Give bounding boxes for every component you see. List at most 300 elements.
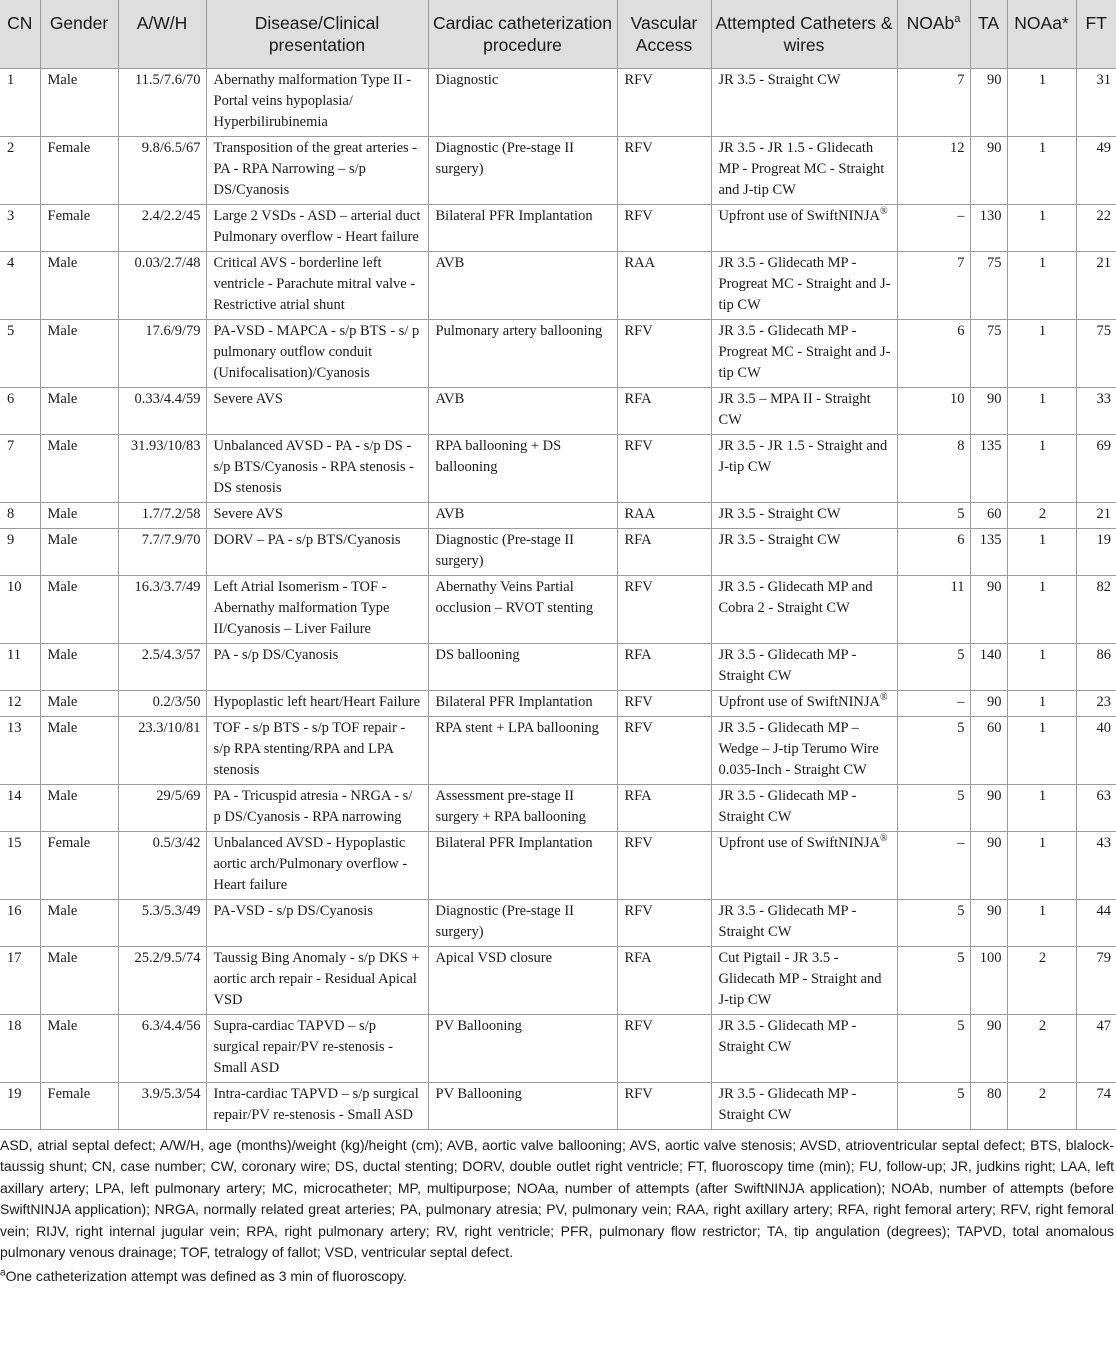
cell-awh (118, 68, 206, 136)
cell-access-text: RFV (624, 322, 653, 339)
cell-cn (0, 136, 40, 204)
cell-noaa (1007, 204, 1076, 251)
cell-cn-text: 10 (7, 578, 22, 595)
cell-disease (206, 1014, 428, 1082)
cell-procedure-text: RPA stent + LPA ballooning (435, 719, 599, 736)
cell-access-text: RAA (624, 254, 656, 271)
cell-gender-text: Male (47, 71, 78, 88)
cell-ft-text: 63 (1096, 787, 1111, 804)
cell-noab-text: 5 (957, 787, 965, 804)
cell-catheters (711, 136, 897, 204)
cell-catheters-text: Upfront use of SwiftNINJA (718, 693, 880, 710)
header-procedure: Cardiac catheterization procedure (428, 0, 617, 68)
registered-mark: ® (880, 832, 888, 844)
cell-cn (0, 387, 40, 434)
cell-disease-text: Left Atrial Isomerism - TOF - Abernathy malformation Type II/Cyanosis – Liver Failure (213, 578, 390, 637)
cell-noaa (1007, 136, 1076, 204)
cell-ta (970, 136, 1007, 204)
cell-catheters (711, 575, 897, 643)
cell-disease-text: PA - s/p DS/Cyanosis (213, 646, 339, 663)
cell-access (617, 387, 711, 434)
cell-cn (0, 831, 40, 899)
cell-cn-text: 12 (7, 693, 22, 710)
cell-gender (40, 643, 118, 690)
cell-ta-text: 75 (987, 322, 1002, 339)
cell-ft-text: 74 (1096, 1085, 1111, 1102)
header-cn: CN (0, 0, 40, 68)
cell-gender (40, 204, 118, 251)
cell-gender (40, 68, 118, 136)
cell-disease (206, 716, 428, 784)
cell-ta-text: 140 (979, 646, 1002, 663)
cell-ft-text: 19 (1096, 531, 1111, 548)
table-row (0, 716, 1116, 784)
cell-ft-text: 31 (1096, 71, 1111, 88)
cell-procedure-text: AVB (435, 254, 465, 271)
cell-access (617, 434, 711, 502)
header-noab-label: NOAb (906, 13, 955, 33)
cell-gender (40, 1014, 118, 1082)
cell-disease (206, 575, 428, 643)
cell-procedure (428, 204, 617, 251)
cell-catheters-text: JR 3.5 - Straight CW (718, 505, 841, 522)
cell-noaa-text: 1 (1038, 693, 1047, 710)
cell-access-text: RAA (624, 505, 656, 522)
cell-ta-text: 90 (987, 578, 1002, 595)
cell-ta (970, 575, 1007, 643)
cell-gender (40, 528, 118, 575)
cell-ft (1076, 251, 1116, 319)
cell-access (617, 204, 711, 251)
cell-noaa (1007, 251, 1076, 319)
cell-noab (897, 528, 970, 575)
cell-awh (118, 434, 206, 502)
cell-ft (1076, 643, 1116, 690)
cell-awh (118, 784, 206, 831)
cell-procedure-text: Diagnostic (435, 71, 499, 88)
cell-access (617, 784, 711, 831)
cell-noab-text: 11 (950, 578, 965, 595)
cell-catheters (711, 502, 897, 528)
cell-catheters-text: JR 3.5 - JR 1.5 - Glidecath MP - Progreat MC - Straight and J-tip CW (718, 139, 885, 198)
cell-catheters (711, 831, 897, 899)
cell-ft (1076, 387, 1116, 434)
registered-mark: ® (880, 205, 888, 217)
cell-procedure-text: DS ballooning (435, 646, 520, 663)
cell-cn-text: 9 (7, 531, 15, 548)
cell-ta (970, 1082, 1007, 1129)
cell-procedure-text: Diagnostic (Pre-stage II surgery) (435, 531, 575, 569)
cell-disease (206, 136, 428, 204)
cell-ta (970, 204, 1007, 251)
cell-access-text: RFV (624, 834, 653, 851)
cell-disease-text: DORV – PA - s/p BTS/Cyanosis (213, 531, 401, 548)
cell-cn (0, 784, 40, 831)
cell-ft-text: 23 (1096, 693, 1111, 710)
cell-catheters (711, 1014, 897, 1082)
cell-noaa-text: 2 (1038, 1085, 1047, 1102)
cell-gender-text: Male (47, 646, 78, 663)
cell-ft-text: 40 (1096, 719, 1111, 736)
cell-cn-text: 19 (7, 1085, 22, 1102)
cell-ta (970, 716, 1007, 784)
cell-ft (1076, 434, 1116, 502)
cell-ft-text: 33 (1096, 390, 1111, 407)
cell-gender-text: Male (47, 254, 78, 271)
cell-access-text: RFV (624, 902, 653, 919)
table-row (0, 251, 1116, 319)
cell-ta-text: 90 (987, 834, 1002, 851)
cell-catheters-text: JR 3.5 - JR 1.5 - Straight and J-tip CW (718, 437, 888, 475)
cell-access (617, 1014, 711, 1082)
table-row (0, 575, 1116, 643)
cell-gender-text: Male (47, 719, 78, 736)
cell-awh (118, 136, 206, 204)
cell-ft-text: 44 (1096, 902, 1111, 919)
cell-ft-text: 49 (1096, 139, 1111, 156)
cell-procedure-text: Diagnostic (Pre-stage II surgery) (435, 902, 575, 940)
table-row (0, 946, 1116, 1014)
cell-access (617, 136, 711, 204)
cell-awh (118, 528, 206, 575)
cell-awh-text: 0.33/4.4/59 (134, 390, 201, 407)
cell-procedure (428, 643, 617, 690)
cell-catheters-text: JR 3.5 - Glidecath MP - Straight CW (718, 646, 857, 684)
cell-noab (897, 1082, 970, 1129)
cell-noab-text: 5 (957, 902, 965, 919)
cell-noaa-text: 1 (1038, 322, 1047, 339)
cell-catheters-text: JR 3.5 - Glidecath MP - Progreat MC - Straight and J-tip CW (718, 254, 891, 313)
cell-procedure (428, 528, 617, 575)
cell-ft (1076, 502, 1116, 528)
cell-procedure (428, 387, 617, 434)
footnote-text: One catheterization attempt was defined as 3 min of fluoroscopy. (5, 1267, 407, 1284)
cell-awh-text: 2.4/2.2/45 (141, 207, 201, 224)
cell-noaa (1007, 1082, 1076, 1129)
cell-awh-text: 17.6/9/79 (145, 322, 201, 339)
table-row (0, 831, 1116, 899)
cell-procedure (428, 319, 617, 387)
cell-gender-text: Male (47, 531, 78, 548)
cell-cn-text: 15 (7, 834, 22, 851)
cell-awh-text: 7.7/7.9/70 (141, 531, 201, 548)
cell-noab (897, 946, 970, 1014)
cell-noab (897, 502, 970, 528)
cell-noab-text: 8 (957, 437, 965, 454)
cell-cn (0, 68, 40, 136)
table-row (0, 387, 1116, 434)
cell-cn (0, 251, 40, 319)
cell-catheters (711, 690, 897, 716)
cell-ft-text: 43 (1096, 834, 1111, 851)
cell-catheters-text: JR 3.5 - Straight CW (718, 71, 841, 88)
cell-gender (40, 899, 118, 946)
cell-access (617, 251, 711, 319)
cell-access (617, 643, 711, 690)
cell-access (617, 528, 711, 575)
cell-ta (970, 528, 1007, 575)
table-row (0, 899, 1116, 946)
cell-ft-text: 47 (1096, 1017, 1111, 1034)
cell-noaa (1007, 643, 1076, 690)
cell-awh (118, 831, 206, 899)
cell-ft (1076, 575, 1116, 643)
cell-access (617, 502, 711, 528)
cell-disease (206, 319, 428, 387)
cell-access (617, 319, 711, 387)
cell-noab (897, 716, 970, 784)
cell-noaa (1007, 784, 1076, 831)
header-row (0, 0, 1116, 68)
cell-noaa (1007, 502, 1076, 528)
cell-disease (206, 946, 428, 1014)
cell-noab-text: 10 (950, 390, 965, 407)
cell-catheters (711, 643, 897, 690)
cell-disease-text: PA-VSD - MAPCA - s/p BTS - s/ p pulmonary outflow conduit (Unifocalisation)/Cyanosis (213, 322, 420, 381)
table-row (0, 319, 1116, 387)
cell-ta-text: 90 (987, 693, 1002, 710)
cell-ft-text: 75 (1096, 322, 1111, 339)
cell-gender (40, 387, 118, 434)
cell-access-text: RFA (624, 646, 652, 663)
cell-gender (40, 716, 118, 784)
cell-gender-text: Male (47, 902, 78, 919)
cell-ft-text: 79 (1096, 949, 1111, 966)
cell-noab-text: 12 (950, 139, 965, 156)
cell-cn (0, 946, 40, 1014)
cell-noab-text: – (957, 834, 965, 851)
cell-disease (206, 528, 428, 575)
cell-catheters-text: Upfront use of SwiftNINJA (718, 834, 880, 851)
cell-access-text: RFV (624, 1017, 653, 1034)
cell-noaa-text: 1 (1038, 787, 1047, 804)
cell-awh-text: 29/5/69 (156, 787, 201, 804)
cell-noab (897, 319, 970, 387)
cell-ft (1076, 204, 1116, 251)
cell-awh (118, 204, 206, 251)
cell-access-text: RFV (624, 207, 653, 224)
cell-gender (40, 690, 118, 716)
cell-disease-text: Critical AVS - borderline left ventricle - Parachute mitral valve - Restrictive atrial shunt (213, 254, 416, 313)
cell-awh-text: 1.7/7.2/58 (141, 505, 201, 522)
cell-procedure-text: Diagnostic (Pre-stage II surgery) (435, 139, 575, 177)
cell-gender-text: Male (47, 437, 78, 454)
table-row (0, 1014, 1116, 1082)
cell-awh-text: 0.03/2.7/48 (134, 254, 201, 271)
cell-procedure-text: Pulmonary artery ballooning (435, 322, 603, 339)
cell-ft (1076, 1082, 1116, 1129)
cell-catheters-text: JR 3.5 – MPA II - Straight CW (718, 390, 871, 428)
cell-noaa-text: 1 (1038, 207, 1047, 224)
cell-ta-text: 90 (987, 390, 1002, 407)
cell-disease-text: Unbalanced AVSD - Hypoplastic aortic arch/Pulmonary overflow - Heart failure (213, 834, 408, 893)
cell-disease-text: PA - Tricuspid atresia - NRGA - s/ p DS/Cyanosis - RPA narrowing (213, 787, 413, 825)
cell-disease-text: PA-VSD - s/p DS/Cyanosis (213, 902, 373, 919)
cell-ta (970, 1014, 1007, 1082)
cell-disease-text: Large 2 VSDs - ASD – arterial duct Pulmonary overflow - Heart failure (213, 207, 421, 245)
cell-noab (897, 575, 970, 643)
cell-ft-text: 21 (1096, 254, 1111, 271)
cell-disease-text: TOF - s/p BTS - s/p TOF repair - s/p RPA stenting/RPA and LPA stenosis (213, 719, 406, 778)
cell-catheters (711, 946, 897, 1014)
cell-ta-text: 60 (987, 719, 1002, 736)
cell-procedure (428, 1082, 617, 1129)
cell-noab-text: 5 (957, 646, 965, 663)
cell-cn (0, 1082, 40, 1129)
cell-noaa-text: 2 (1038, 949, 1047, 966)
cell-awh (118, 946, 206, 1014)
cell-catheters (711, 1082, 897, 1129)
cell-ta (970, 899, 1007, 946)
cell-access (617, 68, 711, 136)
header-ta: TA (970, 0, 1007, 68)
cell-catheters-text: JR 3.5 - Glidecath MP - Straight CW (718, 902, 857, 940)
cell-awh-text: 9.8/6.5/67 (141, 139, 201, 156)
cell-disease-text: Transposition of the great arteries - PA - RPA Narrowing – s/p DS/Cyanosis (213, 139, 418, 198)
cell-procedure-text: AVB (435, 390, 465, 407)
cell-disease (206, 502, 428, 528)
cell-gender (40, 1082, 118, 1129)
cell-gender (40, 251, 118, 319)
table-row (0, 68, 1116, 136)
cell-gender-text: Male (47, 949, 78, 966)
header-access: Vascular Access (617, 0, 711, 68)
cell-disease (206, 1082, 428, 1129)
cell-noab (897, 136, 970, 204)
cell-awh (118, 716, 206, 784)
cell-noab (897, 784, 970, 831)
cell-ta (970, 831, 1007, 899)
cell-cn-text: 6 (7, 390, 15, 407)
cell-cn-text: 2 (7, 139, 15, 156)
cell-noab-text: 5 (957, 1085, 965, 1102)
cell-awh-text: 31.93/10/83 (130, 437, 201, 454)
cell-disease-text: Intra-cardiac TAPVD – s/p surgical repair/PV re-stenosis - Small ASD (213, 1085, 419, 1123)
cell-noaa-text: 1 (1038, 531, 1047, 548)
cell-gender (40, 831, 118, 899)
cell-ft-text: 21 (1096, 505, 1111, 522)
cell-access-text: RFV (624, 719, 653, 736)
cell-noab-text: 5 (957, 1017, 965, 1034)
cell-ta (970, 643, 1007, 690)
cell-noab-text: 7 (957, 254, 965, 271)
cell-procedure (428, 251, 617, 319)
header-gender: Gender (40, 0, 118, 68)
cell-noab-text: 5 (957, 719, 965, 736)
cell-access-text: RFV (624, 693, 653, 710)
cell-catheters (711, 899, 897, 946)
cell-catheters-text: Cut Pigtail - JR 3.5 - Glidecath MP - Straight and J-tip CW (718, 949, 882, 1008)
table-row (0, 204, 1116, 251)
cell-noaa (1007, 434, 1076, 502)
cell-disease-text: Abernathy malformation Type II - Portal veins hypoplasia/ Hyperbilirubinemia (213, 71, 412, 130)
cell-catheters-text: JR 3.5 - Glidecath MP - Progreat MC - Straight and J-tip CW (718, 322, 891, 381)
cell-noab (897, 204, 970, 251)
cell-access-text: RFV (624, 578, 653, 595)
cell-noab (897, 68, 970, 136)
cell-noab (897, 643, 970, 690)
cell-noaa-text: 1 (1038, 578, 1047, 595)
cell-access-text: RFA (624, 949, 652, 966)
abbreviations-footnote: ASD, atrial septal defect; A/W/H, age (months)/weight (kg)/height (cm); AVB, aortic valve ballooning; AVS, aortic valve stenosis; AVSD, atrioventricular septal defect; BTS, blalock-taussig shunt; CN, case number; CW, coronary wire; DS, ductal stenting; DORV, double outlet right ventricle; FT, fluoroscopy time (min); FU, follow-up; JR, judkins right; LAA, left axillary artery; LPA, left pulmonary artery; MC, microcatheter; MP, multipurpose; NOAa, number of attempts (after SwiftNINJA application); NOAb, number of attempts (before SwiftNINJA application); NRGA, normally related great arteries; PA, pulmonary atresia; PV, pulmonary vein; RAA, right axillary artery; RFA, right femoral artery; RFV, right femoral vein; RIJV, right internal jugular vein; RPA, right pulmonary artery; RV, right ventricle; PFR, pulmonary flow restrictor; TA, tip angulation (degrees); TAPVD, total anomalous pulmonary venous drainage; TOF, tetralogy of fallot; VSD, ventricular septal defect. (0, 1136, 1114, 1260)
cell-ta-text: 90 (987, 902, 1002, 919)
cell-noaa (1007, 575, 1076, 643)
cell-access-text: RFV (624, 437, 653, 454)
cell-awh-text: 0.5/3/42 (152, 834, 201, 851)
cell-gender (40, 136, 118, 204)
cell-disease (206, 434, 428, 502)
cell-ta-text: 80 (987, 1085, 1002, 1102)
cell-catheters (711, 434, 897, 502)
cell-noab (897, 387, 970, 434)
cell-access (617, 575, 711, 643)
cell-noab (897, 899, 970, 946)
cell-cn-text: 1 (7, 71, 15, 88)
cell-ta (970, 319, 1007, 387)
cell-ta-text: 135 (979, 531, 1002, 548)
cell-catheters (711, 204, 897, 251)
cell-cn-text: 4 (7, 254, 15, 271)
cell-ta (970, 68, 1007, 136)
cell-awh (118, 319, 206, 387)
cell-awh-text: 3.9/5.3/54 (141, 1085, 201, 1102)
header-noaa: NOAa* (1007, 0, 1076, 68)
cell-ta-text: 130 (979, 207, 1002, 224)
cell-noaa-text: 1 (1038, 254, 1047, 271)
cell-procedure (428, 68, 617, 136)
cell-cn-text: 13 (7, 719, 22, 736)
cell-noab-text: 5 (957, 949, 965, 966)
cell-noaa-text: 1 (1038, 437, 1047, 454)
cell-noaa (1007, 716, 1076, 784)
cell-noaa (1007, 690, 1076, 716)
cell-noaa-text: 1 (1038, 834, 1047, 851)
cell-procedure (428, 946, 617, 1014)
cell-disease-text: Severe AVS (213, 390, 283, 407)
cell-access-text: RFV (624, 71, 653, 88)
cell-ft (1076, 899, 1116, 946)
cell-ft (1076, 784, 1116, 831)
cell-disease-text: Taussig Bing Anomaly - s/p DKS + aortic arch repair - Residual Apical VSD (213, 949, 420, 1008)
cell-ft-text: 82 (1096, 578, 1111, 595)
cell-noaa-text: 2 (1038, 1017, 1047, 1034)
cell-disease (206, 387, 428, 434)
cell-procedure-text: Apical VSD closure (435, 949, 553, 966)
cell-cn (0, 528, 40, 575)
cell-disease (206, 643, 428, 690)
cell-procedure (428, 784, 617, 831)
cell-disease (206, 690, 428, 716)
cell-cn (0, 434, 40, 502)
header-disease: Disease/Clinical presentation (206, 0, 428, 68)
cell-noaa-text: 2 (1038, 505, 1047, 522)
cell-ta (970, 502, 1007, 528)
table-row (0, 690, 1116, 716)
attempt-definition-footnote (0, 1266, 1116, 1286)
cell-gender (40, 434, 118, 502)
cell-awh (118, 387, 206, 434)
cell-ta-text: 90 (987, 1017, 1002, 1034)
cell-ft (1076, 690, 1116, 716)
cell-disease (206, 251, 428, 319)
cell-gender (40, 319, 118, 387)
header-noab-footnote-marker: a (954, 13, 961, 26)
cell-awh (118, 251, 206, 319)
cell-ft (1076, 319, 1116, 387)
footnote-marker: a (0, 1266, 6, 1278)
cell-noab (897, 251, 970, 319)
cell-disease-text: Supra-cardiac TAPVD – s/p surgical repair/PV re-stenosis - Small ASD (213, 1017, 393, 1076)
